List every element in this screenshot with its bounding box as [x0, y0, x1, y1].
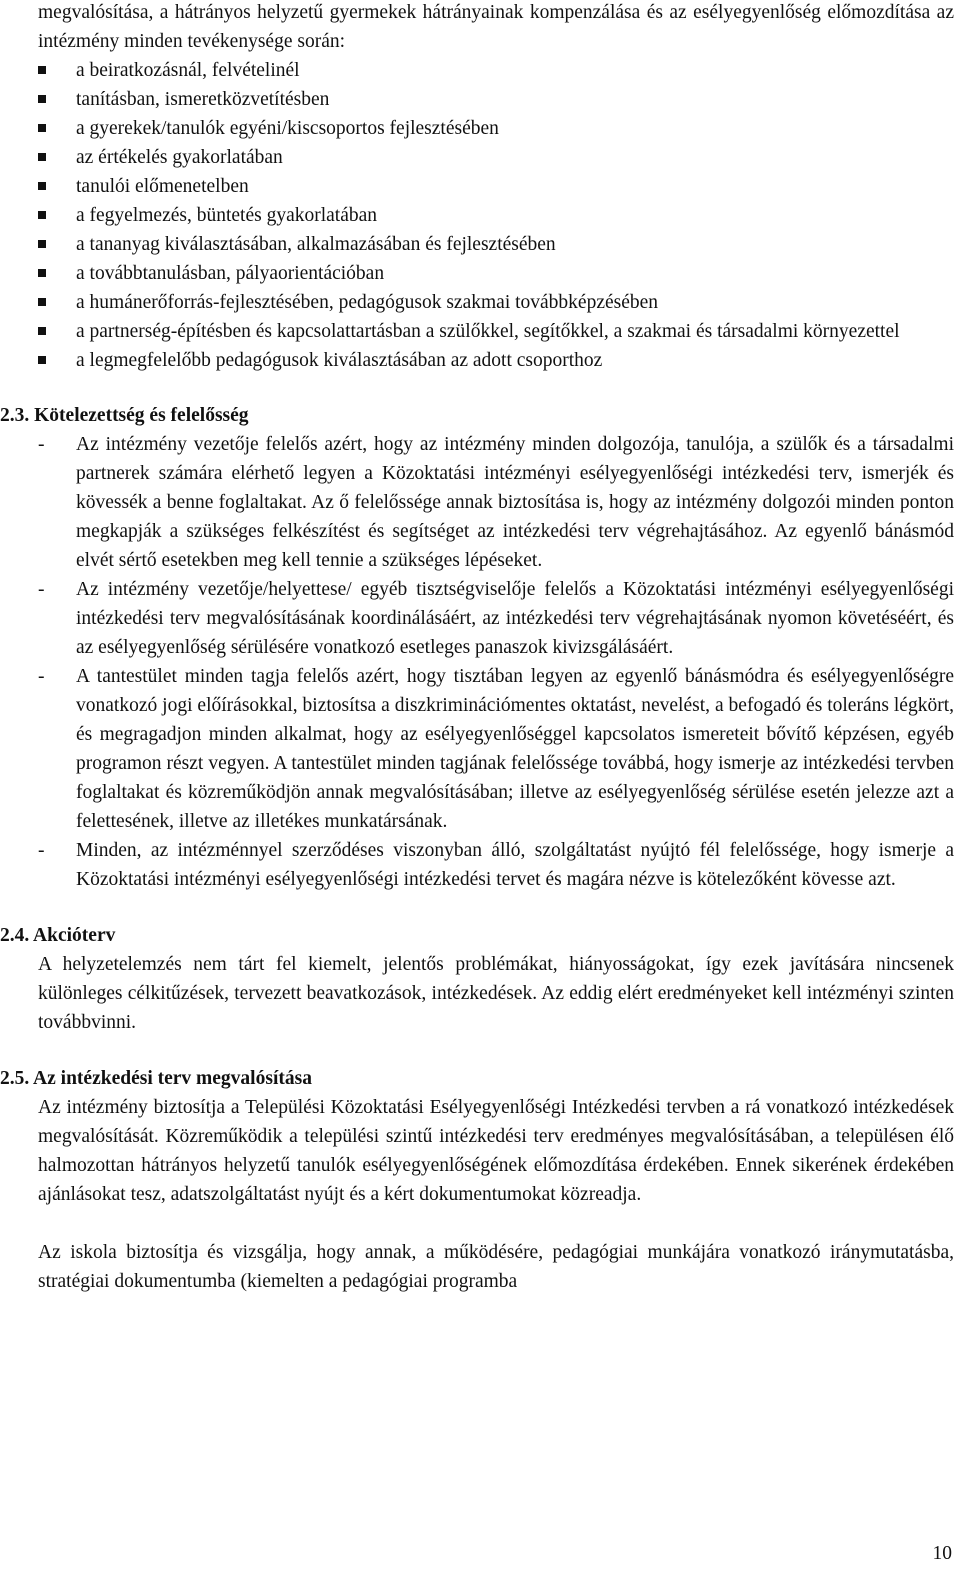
square-bullet-icon: [38, 327, 46, 335]
dash-marker: -: [38, 579, 45, 600]
square-bullet-icon: [38, 66, 46, 74]
bullet-item: [38, 114, 954, 143]
section-2-5-paragraph-2: Az iskola biztosítja és vizsgálja, hogy annak, a működésére, pedagógiai munkájára vonatkozó iránymutatásba, stratégiai dokumentumba (kiemelten a pedagógiai programba: [38, 1242, 954, 1292]
bullet-text: a legmegfelelőbb pedagógusok kiválasztásában az adott csoporthoz: [76, 350, 603, 371]
bullet-text: a tananyag kiválasztásában, alkalmazásában és fejlesztésében: [76, 234, 556, 255]
dash-item: [38, 575, 954, 662]
square-bullet-icon: [38, 356, 46, 364]
bullet-item: [38, 230, 954, 259]
square-bullet-icon: [38, 269, 46, 277]
bullet-text: a partnerség-építésben és kapcsolattartásban a szülőkkel, segítőkkel, a szakmai és társadalmi környezettel: [76, 321, 900, 342]
bullet-item: [38, 346, 954, 375]
paragraph-gap: [38, 1209, 954, 1238]
bullet-item: [38, 317, 954, 346]
bullet-text: a beiratkozásnál, felvételinél: [76, 60, 300, 81]
bullet-item: [38, 288, 954, 317]
bullet-list: [38, 56, 954, 375]
bullet-text: az értékelés gyakorlatában: [76, 147, 283, 168]
section-heading-2-4: 2.4. Akcióterv: [0, 925, 116, 946]
section-heading-2-5: 2.5. Az intézkedési terv megvalósítása: [0, 1068, 312, 1089]
dash-item-text: A tantestület minden tagja felelős azért, hogy tisztában legyen az egyenlő bánásmódra és esélyegyenlőségre vonatkozó jogi előírásokkal, biztosítsa a diszkriminációmentes oktatást, nevelést, a befogadó és toleráns légkört, és megragadjon minden alkalmat, hogy az esélyegyenlőséggel kapcsolatos ismereteit bővítő képzésen, egyéb programon részt vegyen. A tantestület minden tagjának felelőssége továbbá, hogy ismerje az intézkedési tervben foglaltakat és közreműködjön annak megvalósításában; illetve az esélyegyenlőség sérülése esetén jelezze azt a felettesének, illetve az illetékes munkatársának.: [76, 666, 954, 832]
dash-marker: -: [38, 840, 45, 861]
bullet-item: [38, 172, 954, 201]
bullet-text: a humánerőforrás-fejlesztésében, pedagógusok szakmai továbbképzésében: [76, 292, 659, 313]
square-bullet-icon: [38, 211, 46, 219]
bullet-item: [38, 143, 954, 172]
square-bullet-icon: [38, 124, 46, 132]
bullet-text: a fegyelmezés, büntetés gyakorlatában: [76, 205, 378, 226]
square-bullet-icon: [38, 240, 46, 248]
square-bullet-icon: [38, 298, 46, 306]
section-2-4-paragraph: A helyzetelemzés nem tárt fel kiemelt, jelentős problémákat, hiányosságokat, így ezek javítására nincsenek különleges célkitűzések, tervezett beavatkozások, intézkedések. Az eddig elért eredményeket kell intézményi szinten továbbvinni.: [38, 954, 954, 1033]
dash-item: [38, 662, 954, 836]
square-bullet-icon: [38, 182, 46, 190]
bullet-text: tanulói előmenetelben: [76, 176, 249, 197]
intro-paragraph: megvalósítása, a hátrányos helyzetű gyermekek hátrányainak kompenzálása és az esélyegyenlőség előmozdítása az intézmény minden tevékenysége során:: [38, 2, 954, 52]
dash-item: [38, 430, 954, 575]
responsibility-list: [38, 430, 954, 894]
dash-item-text: Minden, az intézménnyel szerződéses viszonyban álló, szolgáltatást nyújtó fél felelőssége, hogy ismerje a Közoktatási intézményi esélyegyenlőségi intézkedési tervet és magára nézve is kötelezőként kövesse azt.: [76, 840, 954, 890]
bullet-text: a továbbtanulásban, pályaorientációban: [76, 263, 385, 284]
bullet-text: a gyerekek/tanulók egyéni/kiscsoportos fejlesztésében: [76, 118, 499, 139]
dash-item: [38, 836, 954, 894]
section-heading-2-3: 2.3. Kötelezettség és felelősség: [0, 405, 249, 426]
page-number: 10: [932, 1543, 952, 1564]
square-bullet-icon: [38, 95, 46, 103]
bullet-item: [38, 201, 954, 230]
bullet-item: [38, 85, 954, 114]
dash-item-text: Az intézmény vezetője/helyettese/ egyéb tisztségviselője felelős a Közoktatási intézményi esélyegyenlőségi intézkedési terv megvalósításának koordinálásáért, az intézkedési terv végrehajtásának nyomon követéséért, és az esélyegyenlőség sérülésére vonatkozó esetleges panaszok kivizsgálásáért.: [76, 579, 954, 658]
bullet-text: tanításban, ismeretközvetítésben: [76, 89, 330, 110]
section-2-5-paragraph: Az intézmény biztosítja a Települési Közoktatási Esélyegyenlőségi Intézkedési tervben a rá vonatkozó intézkedések megvalósítását. Közreműködik a települési szintű intézkedési terv eredményes megvalósításában, a településen élő halmozottan hátrányos helyzetű tanulók esélyegyenlőségének előmozdítása érdekében. Ennek sikerének érdekében ajánlásokat tesz, adatszolgáltatást nyújt és a kért dokumentumokat közreadja.: [38, 1097, 954, 1205]
square-bullet-icon: [38, 153, 46, 161]
bullet-item: [38, 259, 954, 288]
bullet-item: [38, 56, 954, 85]
dash-marker: -: [38, 434, 45, 455]
dash-item-text: Az intézmény vezetője felelős azért, hogy az intézmény minden dolgozója, tanulója, a szülők és a társadalmi partnerek számára elérhető legyen a Közoktatási intézményi esélyegyenlőségi intézkedési terv, ismerjék és kövessék a benne foglaltakat. Az ő felelőssége annak biztosítása is, hogy az intézmény dolgozói minden ponton megkapják a szükséges felkészítést és segítséget az intézkedési terv végrehajtásához. Az egyenlő bánásmód elvét sértő esetekben meg kell tennie a szükséges lépéseket.: [76, 434, 954, 571]
dash-marker: -: [38, 666, 45, 687]
